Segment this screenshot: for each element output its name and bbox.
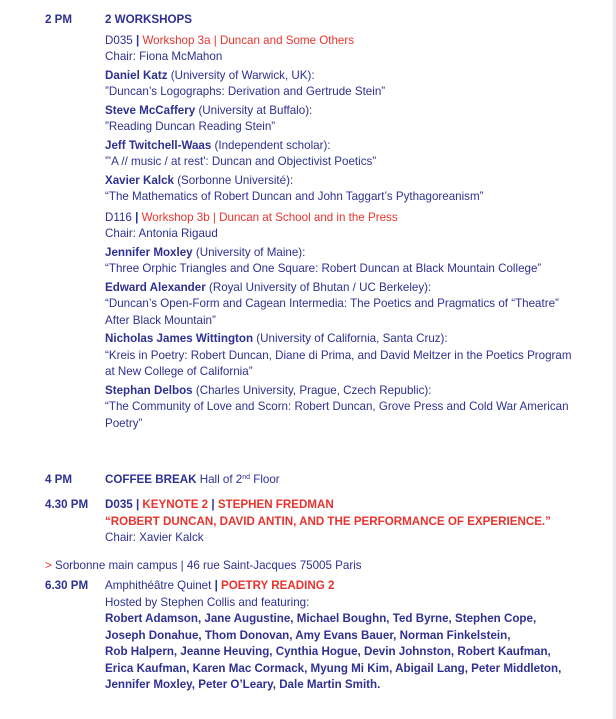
- separator: |: [132, 498, 143, 511]
- talk-title: “The Mathematics of Robert Duncan and John Taggart’s Pythagoreanism”: [105, 190, 484, 203]
- room: D035: [105, 498, 133, 511]
- keynote-header: [105, 497, 575, 514]
- talk-entry: [105, 173, 575, 206]
- location-text: Sorbonne main campus | 46 rue Saint-Jacques 75005 Paris: [51, 559, 362, 572]
- talk-title: “Three Orphic Triangles and One Square: Robert Duncan at Black Mountain College”: [105, 262, 542, 275]
- workshop-title: Workshop 3b | Duncan at School and in the Press: [141, 210, 398, 224]
- separator: |: [208, 498, 218, 511]
- speaker-affiliation: (Independent scholar):: [211, 138, 331, 152]
- ordinal-suffix: nd: [242, 474, 251, 481]
- talk-title: “The Community of Love and Scorn: Robert Duncan, Grove Press and Cold War American Poetry”: [105, 400, 569, 430]
- talk-title: ”Reading Duncan Reading Stein”: [105, 120, 276, 133]
- speaker-name: Jennifer Moxley: [105, 245, 193, 259]
- speaker-name: Nicholas James Wittington: [105, 332, 254, 345]
- session-time: 2 PM: [45, 13, 73, 26]
- speaker-affiliation: (Sorbonne Université):: [173, 173, 294, 187]
- talk-title: “Kreis in Poetry: Robert Duncan, Diane di Prima, and David Meltzer in the Poetics Program at New College of California”: [105, 348, 572, 378]
- workshop-title: Workshop 3a | Duncan and Some Others: [142, 33, 355, 47]
- speaker-affiliation: (University of California, Santa Cruz):: [253, 332, 448, 345]
- talk-entry: [105, 331, 575, 381]
- poets-line: Robert Adamson, Jane Augustine, Michael Boughn, Ted Byrne, Stephen Cope,: [105, 612, 537, 625]
- speaker-name: Edward Alexander: [105, 280, 206, 294]
- poets-line: Jennifer Moxley, Peter O’Leary, Dale Martin Smith.: [105, 678, 381, 691]
- keynote-title: “ROBERT DUNCAN, DAVID ANTIN, AND THE PERFORMANCE OF EXPERIENCE.”: [105, 514, 551, 528]
- coffee-place-tail: Floor: [250, 473, 280, 486]
- coffee-break: [105, 472, 575, 489]
- session-heading: 2 WORKSHOPS: [105, 13, 192, 26]
- talk-entry: [105, 280, 575, 330]
- session-time: 6.30 PM: [45, 579, 89, 592]
- separator: |: [135, 33, 140, 47]
- keynote-label: KEYNOTE 2: [142, 498, 209, 511]
- session-body: [105, 578, 575, 694]
- session-body: [105, 497, 575, 547]
- talk-title: ”Duncan’s Logographs: Derivation and Gertrude Stein”: [105, 85, 386, 98]
- separator: |: [211, 579, 222, 592]
- coffee-label: COFFEE BREAK: [105, 473, 197, 486]
- speaker-name: Jeff Twitchell-Waas: [105, 138, 212, 152]
- speaker-affiliation: (University of Maine):: [192, 245, 306, 259]
- session-time: 4 PM: [45, 473, 73, 486]
- talk-entry: [105, 383, 575, 433]
- talk-entry: [105, 245, 575, 278]
- workshop-3a-header: [105, 33, 575, 50]
- poets-line: Rob Halpern, Jeanne Heuving, Cynthia Hogue, Devin Johnston, Robert Kaufman,: [105, 645, 551, 658]
- arrow-icon: >: [45, 559, 52, 572]
- chair: Chair: Fiona McMahon: [105, 50, 223, 63]
- speaker-affiliation: (Charles University, Prague, Czech Republic):: [192, 383, 432, 397]
- session-time: 4.30 PM: [45, 498, 89, 511]
- keynote-speaker: STEPHEN FREDMAN: [217, 498, 334, 511]
- event-title: POETRY READING 2: [221, 579, 335, 592]
- talk-entry: [105, 138, 575, 171]
- talk-entry: [105, 103, 575, 136]
- room: D116: [105, 210, 132, 224]
- reading-header: [105, 578, 575, 595]
- talk-title: “Duncan’s Open-Form and Cagean Intermedia: The Poetics and Pragmatics of “Theatre” After Black Mountain”: [105, 297, 559, 327]
- talk-entry: [105, 68, 575, 101]
- poets-line: Erica Kaufman, Karen Mac Cormack, Myung Mi Kim, Abigail Lang, Peter Middleton,: [105, 661, 562, 675]
- speaker-name: Steve McCaffery: [105, 103, 196, 117]
- hosted-by: Hosted by Stephen Collis and featuring:: [105, 595, 310, 609]
- chair: Chair: Xavier Kalck: [105, 531, 204, 544]
- coffee-place: Hall of 2: [196, 473, 243, 486]
- poets-line: Joseph Donahue, Thom Donovan, Amy Evans Bauer, Norman Finkelstein,: [105, 628, 511, 642]
- chair: Chair: Antonia Rigaud: [105, 227, 218, 240]
- speaker-affiliation: (Royal University of Bhutan / UC Berkeley):: [205, 280, 432, 294]
- venue: Amphithéâtre Quinet: [105, 579, 212, 592]
- speaker-name: Daniel Katz: [105, 68, 168, 82]
- workshop-3b-header: [105, 210, 575, 227]
- speaker-name: Xavier Kalck: [105, 173, 174, 187]
- session-body: [105, 12, 575, 432]
- room: D035: [105, 33, 133, 47]
- separator: |: [135, 210, 139, 224]
- speaker-name: Stephan Delbos: [105, 383, 193, 397]
- speaker-affiliation: (University of Warwick, UK):: [167, 68, 315, 82]
- talk-title: ”'A // music / at rest': Duncan and Objectivist Poetics”: [105, 155, 377, 168]
- speaker-affiliation: (University at Buffalo):: [195, 103, 313, 117]
